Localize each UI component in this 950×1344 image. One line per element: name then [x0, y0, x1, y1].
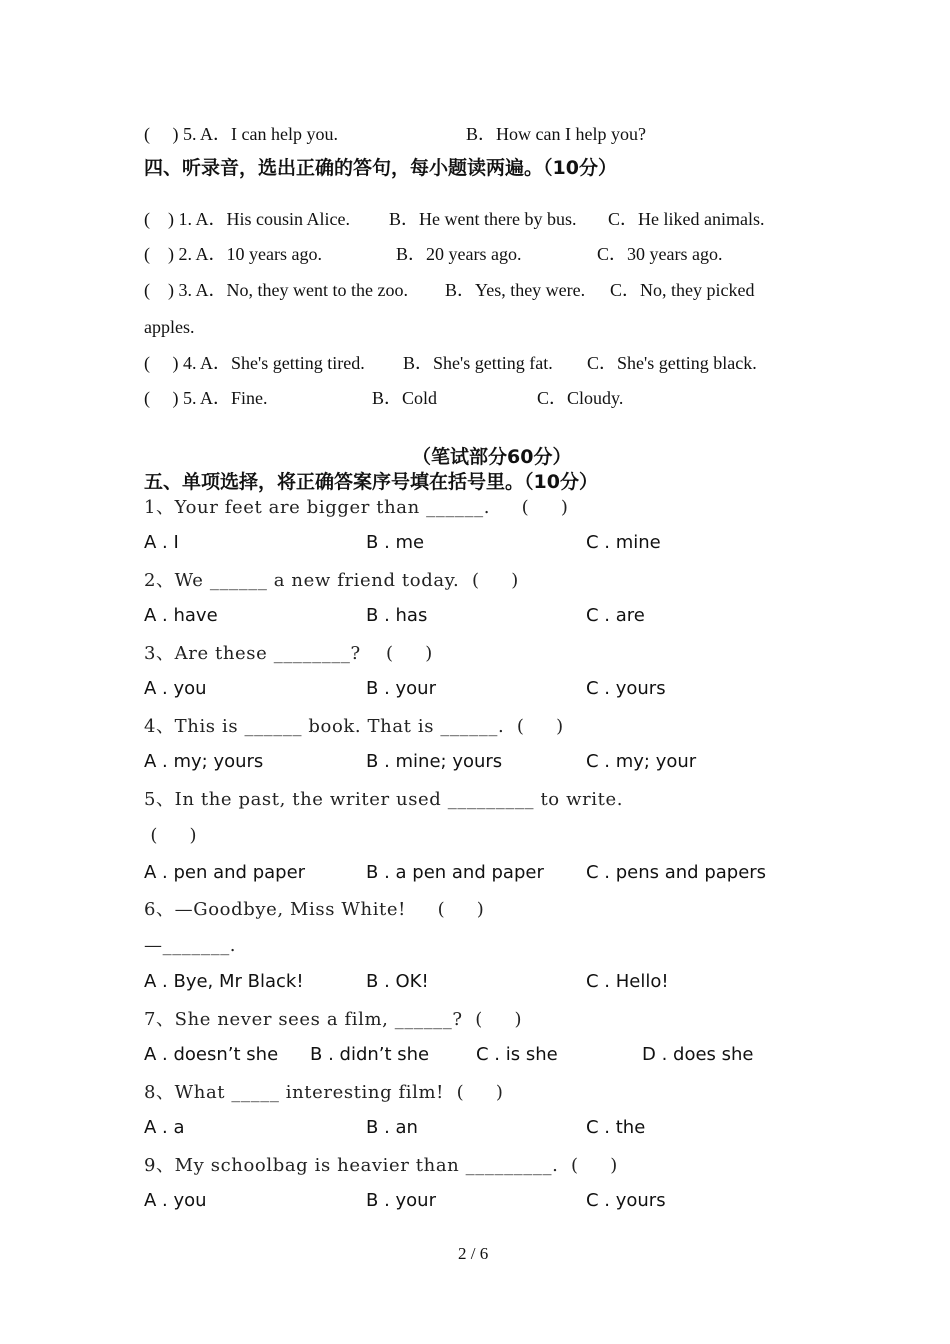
s5-q8-b: B . an [366, 1117, 418, 1138]
s4-q5-b: B．Cold [372, 388, 438, 408]
s5-q2-a: A . have [144, 605, 218, 626]
s5-q7-c: C . is she [476, 1044, 558, 1065]
s5-q3: 3、Are these ________? ( ) [144, 643, 433, 664]
prev-item-5-b: B．How can I help you? [466, 124, 646, 144]
s5-q5-a: A . pen and paper [144, 862, 306, 883]
s5-q3-c: C . yours [586, 678, 666, 699]
s4-q2-c: C．30 years ago. [597, 244, 723, 264]
s5-q1: 1、Your feet are bigger than ______. ( ) [144, 497, 569, 518]
s5-q9-a: A . you [144, 1190, 207, 1211]
s5-q8-c: C . the [586, 1117, 646, 1138]
s4-q2-a: ( ) 2. A．10 years ago. [144, 244, 322, 264]
s4-q3-a: ( ) 3. A．No, they went to the zoo. [144, 280, 408, 300]
s5-q6-c: C . Hello! [586, 971, 669, 992]
s5-q4-b: B . mine; yours [366, 751, 503, 772]
s5-q5-bracket: ( ) [144, 825, 198, 846]
s5-q7: 7、She never sees a film, ______? ( ) [144, 1009, 523, 1030]
s5-q4-c: C . my; your [586, 751, 697, 772]
s4-q3-cont: apples. [144, 317, 195, 337]
s5-q6-a: A . Bye, Mr Black! [144, 971, 304, 992]
s5-q7-a: A . doesn’t she [144, 1044, 279, 1065]
prev-item-5-a: ( ) 5. A．I can help you. [144, 124, 338, 144]
s5-q5-b: B . a pen and paper [366, 862, 544, 883]
s5-q5-c: C . pens and papers [586, 862, 767, 883]
s4-q4-b: B．She's getting fat. [403, 353, 553, 373]
s5-q1-a: A . I [144, 532, 179, 553]
s4-q1-b: B．He went there by bus. [389, 209, 577, 229]
s5-q4: 4、This is ______ book. That is ______. ( ) [144, 716, 564, 737]
s4-q2-b: B．20 years ago. [396, 244, 522, 264]
s5-q6: 6、—Goodbye, Miss White! ( ) [144, 899, 485, 920]
s5-q1-b: B . me [366, 532, 425, 553]
s5-q4-a: A . my; yours [144, 751, 264, 772]
s5-q9: 9、My schoolbag is heavier than _________. ( ) [144, 1155, 618, 1176]
s4-q4-c: C．She's getting black. [587, 353, 757, 373]
section4-heading: 四、听录音，选出正确的答句，每小题读两遍。（10分） [144, 157, 617, 179]
page-number: 2 / 6 [458, 1244, 489, 1263]
s5-q2-c: C . are [586, 605, 645, 626]
s4-q3-c: C．No, they picked [610, 280, 755, 300]
s5-q1-c: C . mine [586, 532, 661, 553]
s5-q7-b: B . didn’t she [310, 1044, 430, 1065]
s4-q3-b: B．Yes, they were. [445, 280, 586, 300]
s4-q5-c: C．Cloudy. [537, 388, 624, 408]
s5-q3-a: A . you [144, 678, 207, 699]
s4-q4-a: ( ) 4. A．She's getting tired. [144, 353, 365, 373]
s5-q3-b: B . your [366, 678, 436, 699]
s5-q9-b: B . your [366, 1190, 436, 1211]
s5-q8-a: A . a [144, 1117, 185, 1138]
section5-heading: 五、单项选择，将正确答案序号填在括号里。（10分） [144, 471, 598, 493]
s5-q8: 8、What _____ interesting film! ( ) [144, 1082, 504, 1103]
s4-q1-c: C．He liked animals. [608, 209, 765, 229]
s5-q2-b: B . has [366, 605, 428, 626]
s5-q6-b: B . OK! [366, 971, 429, 992]
written-part-title: （笔试部分60分） [412, 446, 572, 468]
s5-q5: 5、In the past, the writer used _________ to write. [144, 789, 624, 810]
s4-q1-a: ( ) 1. A．His cousin Alice. [144, 209, 350, 229]
s4-q5-a: ( ) 5. A．Fine. [144, 388, 268, 408]
s5-q7-d: D . does she [642, 1044, 754, 1065]
s5-q9-c: C . yours [586, 1190, 666, 1211]
s5-q2: 2、We ______ a new friend today. ( ) [144, 570, 519, 591]
s5-q6-reply: —_______. [144, 935, 237, 956]
